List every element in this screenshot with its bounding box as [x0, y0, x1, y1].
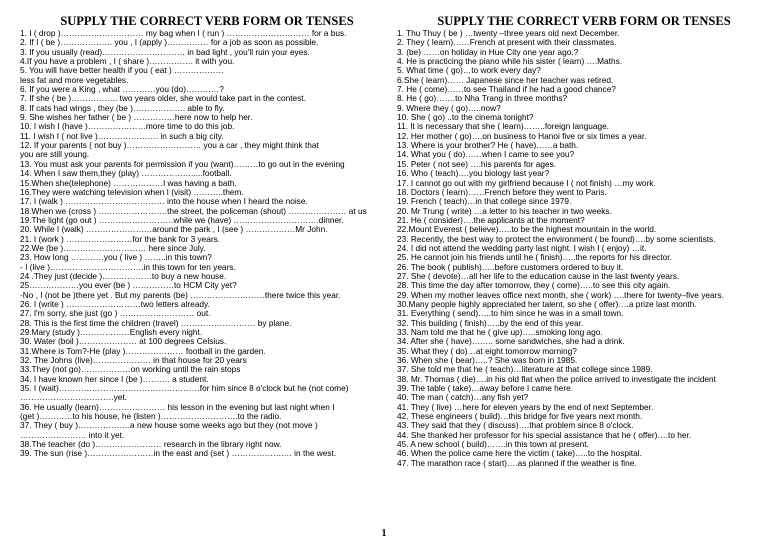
exercise-line: 26. I (write ) ………………………two letters already. [20, 299, 210, 309]
exercise-line: less fat and more vegetables. [20, 75, 129, 85]
exercise-line: you are still young. [20, 150, 90, 160]
exercise-line: 12. If your parents ( not buy )……………………… you a car , they might think that [20, 141, 319, 151]
exercise-line: 13. You must ask your parents for permission if you (want)………to go out in the evening [20, 159, 345, 169]
exercise-line: 20. While I (walk) ……………………around the park , I (see ) ………………Mr John. [20, 225, 328, 235]
exercise-line: 15.When she(telephone) ………………I was having a bath. [20, 178, 237, 188]
exercise-line: 33. Nam told me that he ( give up)…..smoking long ago. [397, 328, 603, 337]
exercise-line: 17. I cannot go out with my girlfriend because I ( not finish) …my work. [397, 178, 656, 188]
exercise-line: 11. I wish I ( not live )…………………. in such a big city. [20, 131, 224, 141]
exercise-line: 36. When she ( bear)…..? She was born in 1985. [397, 356, 578, 366]
exercise-line: 7. He ( come)……to see Thailand if he had a good chance? [397, 85, 616, 95]
exercise-line: 16. Who ( teach)….you biology last year? [397, 169, 550, 179]
exercise-line: 13. Where is your brother? He ( have)……a bath. [397, 141, 579, 151]
exercise-line: 10. She ( go) ..to the cinema tonight? [397, 113, 534, 123]
exercise-line: 4.If you have a problem , I ( share )……………. it with you. [20, 57, 235, 67]
exercise-line: 38. Mr. Thomas ( die)….in his old flat when the police arrived to investigate the incident [397, 374, 716, 384]
exercise-line: 3. If you usually (read)………………………… in bad light , you'll ruin your eyes. [20, 47, 310, 57]
exercise-line: -No , I (not be )there yet . But my parents (be) ………………………there twice this year. [20, 290, 341, 300]
exercise-line: 35. What they ( do)…at eight tomorrow morning? [397, 346, 577, 356]
exercise-line: 32. This building ( finish)…..by the end of this year. [397, 318, 584, 328]
exercise-line: 20. Mr Trung ( write) …a letter to his teacher in two weeks. [397, 206, 612, 216]
right-exercise-list [397, 29, 768, 468]
exercise-line: 2. They ( learn)……French at present with their classmates. [397, 38, 617, 48]
exercise-line: 7. If she ( be )…………….. two years older, she would take part in the contest. [20, 94, 306, 104]
left-exercise-list [20, 29, 394, 459]
exercise-line: 25. He cannot join his friends until he ( finish)…..the reports for his director. [397, 253, 672, 263]
exercise-line: 9. Where they ( go)…..now? [397, 103, 501, 113]
exercise-line: 36. He usually (learn)…………………… his lesson in the evening but last night when I [20, 402, 335, 412]
exercise-line: 23. Recently, the best way to protect the environment ( be found)….by some scientists. [397, 234, 716, 244]
exercise-line: 6.She ( learn)…… Japanese since her teacher was retired. [397, 75, 614, 85]
exercise-line: 5. You will have better health if you ( eat ) ……………… [20, 66, 224, 76]
exercise-line: 24 .They just (decide )………………to buy a new house. [20, 271, 227, 281]
exercise-line: 17. I (walk ) ……………………………… into the house when I heard the noise. [20, 197, 308, 207]
exercise-line: 8. He ( go)…….to Nha Trang in three months? [397, 94, 568, 104]
exercise-line: …………………… into it yet. [20, 430, 125, 440]
exercise-line: 38.The teacher (do )…………………… research in the library right now. [20, 440, 282, 450]
exercise-line: 12. Her mother ( go)….on business to Hanoi five or six times a year. [397, 131, 647, 141]
left-column [20, 14, 394, 459]
right-column-title: SUPPLY THE CORRECT VERB FORM OR TENSES [437, 14, 731, 28]
exercise-line: 3. (be) ……on holiday in Hue City one year ago.? [397, 47, 579, 57]
exercise-line: 37. She told me that he ( teach)…literature at that college since 1989. [397, 365, 653, 375]
exercise-line: …………………………….yet. [20, 393, 127, 403]
exercise-line: 46. When the police came here the victim ( take)…..to the hospital. [397, 449, 642, 459]
exercise-line: 15. Peter ( not see) ….his parents for ages. [397, 159, 557, 169]
exercise-line: 6. If you were a King , what …………you (do)…………? [20, 85, 224, 95]
exercise-line: 21. I (work ) ……………………for the bank for 3 years. [20, 234, 221, 244]
exercise-line: 27. She ( devote)…all her life to the education cause in the last twenty years. [397, 271, 680, 281]
exercise-line: 21. He ( consider)….the applicants at the moment? [397, 215, 585, 225]
exercise-line: 8. If cats had wings , they (be )………………. able to fly. [20, 103, 225, 113]
exercise-line: 41. They ( live) …here for eleven years by the end of next September. [397, 402, 654, 412]
exercise-line: 33.They (not go)………………on working until the rain stops [20, 365, 241, 375]
exercise-line: (get )…………to his house, he (listen )……………………….to the radio. [20, 412, 282, 422]
exercise-line: 19. French ( teach)…in that college since 1979. [397, 197, 572, 207]
exercise-line: 26. The book ( publish)…..before customers ordered to buy it. [397, 262, 624, 272]
left-column-title: SUPPLY THE CORRECT VERB FORM OR TENSES [60, 14, 354, 28]
exercise-line: 30.Many people highly appreciated her talent, so she ( offer)….a prize last month. [397, 299, 697, 309]
exercise-line: 19.The light (go out ) ………………………while we (have) ………………………….dinner. [20, 215, 344, 225]
exercise-line: 2. If I ( be )………………. you , I (apply )…………… for a job as soon as possible. [20, 38, 319, 48]
exercise-line: 1. Thu Thuy ( be ) …twenty –three years old next December. [397, 29, 620, 38]
exercise-line: 31.Where is Tom?-He (play )………………… football in the garden. [20, 346, 266, 356]
exercise-line: 28. This time the day after tomorrow, they ( come)…..to see this city again. [397, 281, 671, 291]
exercise-line: 18. Doctors ( learn)……French before they went to Paris. [397, 187, 607, 197]
page-number: 1 [381, 528, 387, 539]
exercise-line: 43. They said that they ( discuss)….that problem since 8 o'clock. [397, 421, 634, 431]
exercise-line: 5. What time ( go)…to work every day? [397, 66, 541, 76]
exercise-line: 39. The sun (rise )……………………in the east and (set ) ……………….… in the west. [20, 449, 337, 459]
exercise-line: 44. She thanked her professor for his special assistance that he ( offer)….to her. [397, 430, 692, 440]
exercise-line: 30. Water (boil )………………… at 100 degrees Celsius. [20, 337, 227, 347]
exercise-line: 34. I have known her since I (be )………. a student. [20, 374, 209, 384]
exercise-line: 34. After she ( have)…….. some sandwiches, she had a drink. [397, 337, 625, 347]
exercise-line: 1. I ( drop )………………………… my bag when I ( run ) ………………………… for a bus. [20, 29, 347, 38]
exercise-line: 40. The man ( catch)…any fish yet? [397, 393, 529, 403]
exercise-line: 37. They ( buy )……………….a new house some weeks ago but they (not move ) [20, 421, 318, 431]
exercise-line: 25………………you ever (be ) ……………to HCM City yet? [20, 281, 237, 291]
exercise-line: 24. I did not attend the wedding party last night. I wish I ( enjoy) …it. [397, 243, 647, 253]
exercise-line: 28. This is the first time the children (travel) ……………………… by plane. [20, 318, 292, 328]
exercise-line: 18.When we (cross ) …………………….the street, the policeman (shout) ………………… at us [20, 206, 367, 216]
exercise-line: 45. A new school ( build)…….in this town at present. [397, 440, 589, 450]
exercise-line: 9. She wishes her father ( be ) ……………here now to help her. [20, 113, 253, 123]
exercise-line: 42. These engineers ( build)…this bridge for five years next month. [397, 412, 643, 422]
exercise-line: 16.They were watching television when I (visit) ………..them. [20, 187, 244, 197]
exercise-line: 11. It is necessary that she ( learn)……..foreign language. [397, 122, 609, 132]
exercise-line: 35. I (wait)……………………………………………for him since 8 o'clock but he (not come) [20, 384, 349, 394]
exercise-line: 22.We (be )………………………… here since July. [20, 243, 206, 253]
exercise-line: 14. What you ( do)……when I came to see you? [397, 150, 575, 160]
exercise-line: 32. The Johns (live)………………… in that house for 20 years [20, 356, 247, 366]
exercise-line: 31. Everything ( send)…..to him since he was in a small town. [397, 309, 624, 319]
exercise-line: 14. When I saw them,they (play) ……………….....football. [20, 169, 232, 179]
exercise-line: 23. How long …………you ( live ) ……..in this town? [20, 253, 212, 263]
exercise-line: 29.Mary (study )………………English every night. [20, 328, 203, 337]
exercise-line: 4. He is practicing the piano while his sister ( learn) ….Maths. [397, 57, 623, 67]
exercise-line: 39. The table ( take)…away before I came here. [397, 384, 574, 394]
exercise-line: 10. I wish I (have )…………………more time to do this job. [20, 122, 235, 132]
exercise-line: - I (live )…………………………….in this town for ten years. [20, 262, 236, 272]
exercise-line: 47. The marathon race ( start)….as planned if the weather is fine. [397, 458, 637, 468]
right-column [397, 14, 768, 468]
exercise-line: 29. When my mother leaves office next month, she ( work) ….there for twenty–five years. [397, 290, 724, 300]
exercise-line: 27. I'm sorry, she just (go ) ……………………… out. [20, 309, 211, 319]
exercise-line: 22.Mount Everest ( believe)…..to be the highest mountain in the world. [397, 225, 657, 235]
